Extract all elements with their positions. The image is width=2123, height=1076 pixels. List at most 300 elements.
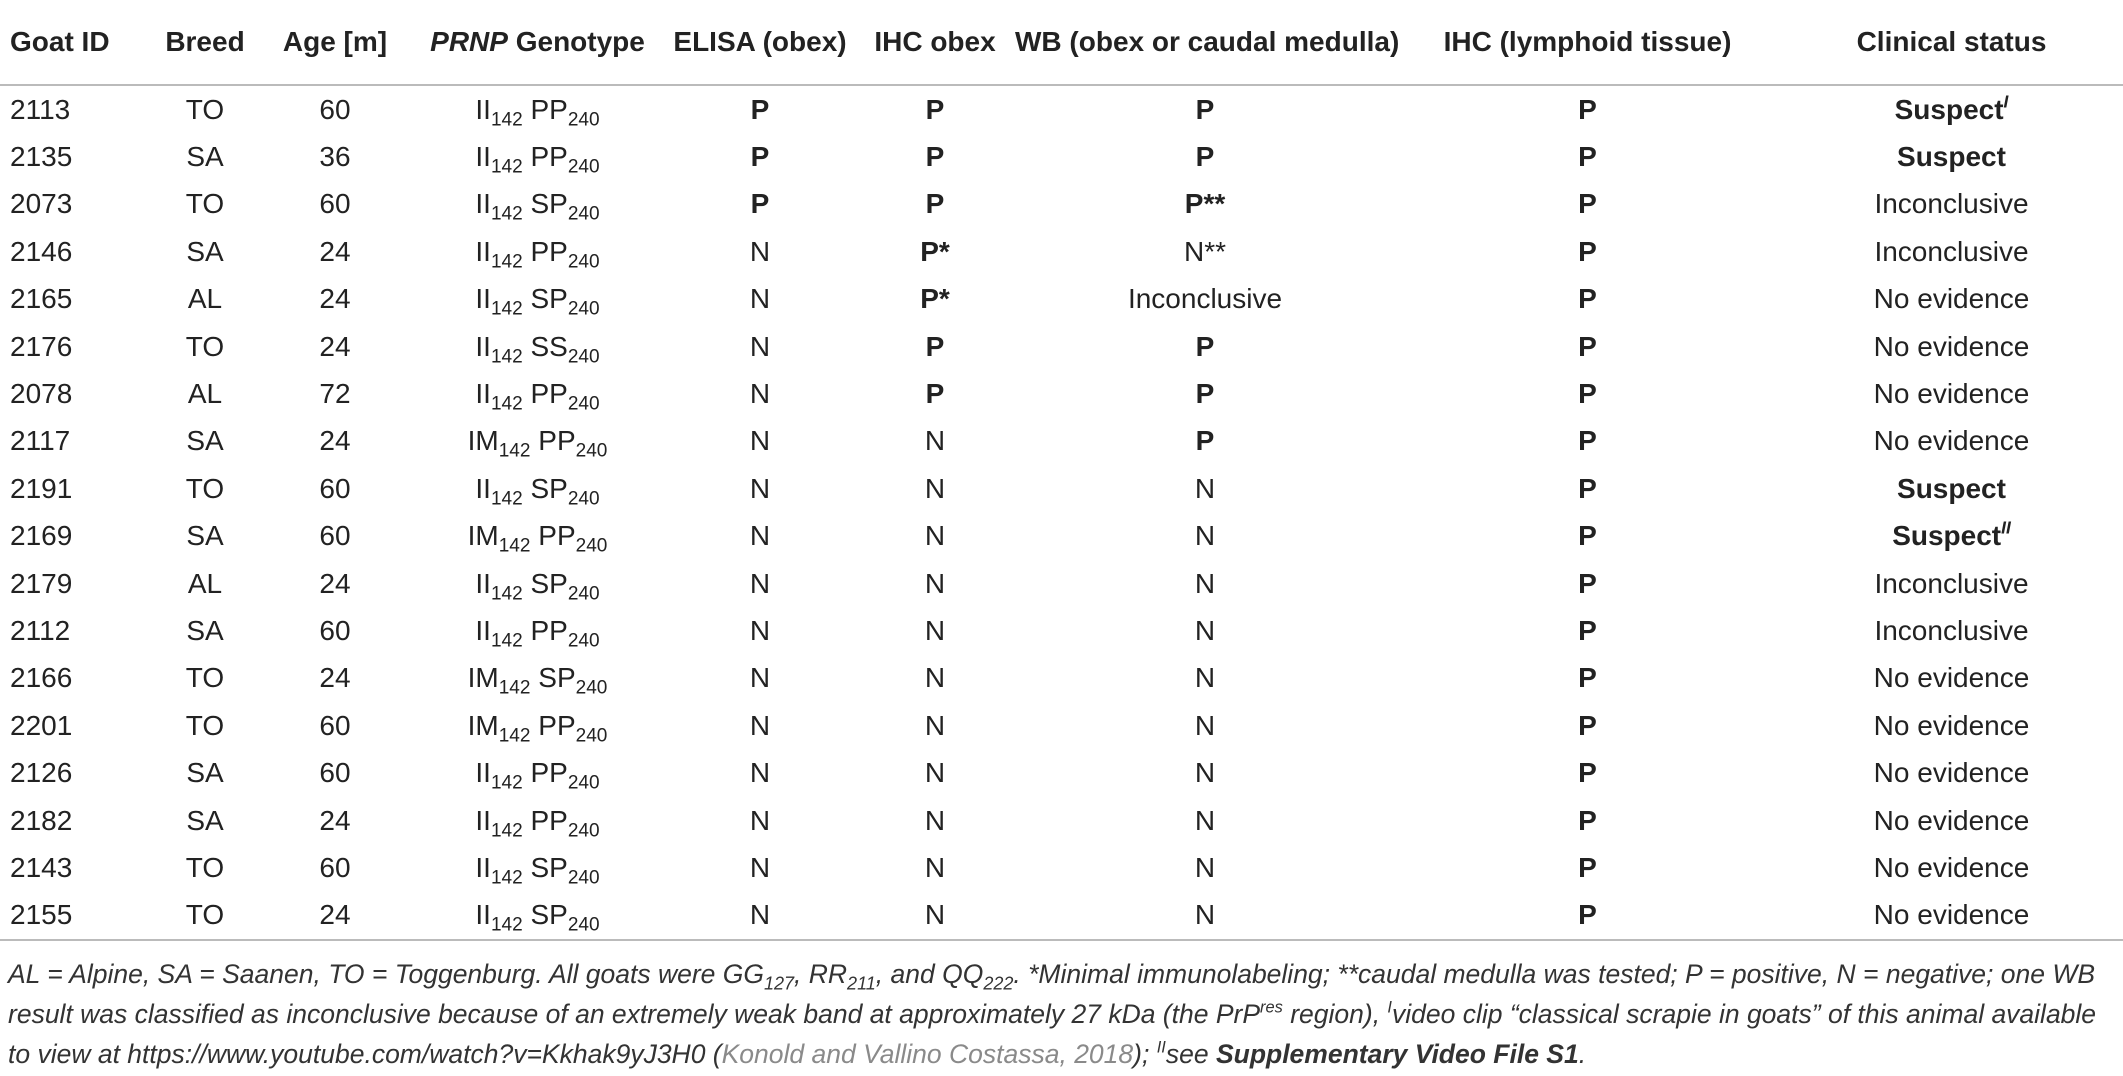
genotype-sub-142: 142	[490, 346, 523, 368]
genotype-codon-240: SP	[530, 472, 568, 504]
genotype-codon-240: SP	[530, 899, 568, 931]
cell-clinical-status	[1780, 228, 2123, 275]
cell-genotype	[410, 228, 665, 275]
cell-age	[260, 370, 410, 417]
cell-genotype	[410, 749, 665, 796]
cell-elisa	[665, 323, 855, 370]
cell-goat-id	[0, 276, 150, 323]
ihc-lymphoid-result: P	[1578, 757, 1597, 789]
cell-genotype	[410, 276, 665, 323]
cell-breed	[150, 181, 260, 228]
table-row	[0, 418, 2123, 465]
breed-text: SA	[186, 235, 224, 267]
cell-clinical-status	[1780, 418, 2123, 465]
cell-breed	[150, 276, 260, 323]
cell-ihc-obex	[855, 228, 1015, 275]
cell-ihc-lymphoid	[1395, 370, 1780, 417]
table-row	[0, 844, 2123, 891]
goat-id-text: 2165	[10, 283, 73, 315]
cell-elisa	[665, 560, 855, 607]
cell-clinical-status	[1780, 702, 2123, 749]
wb-result: N	[1194, 472, 1216, 504]
table-row	[0, 276, 2123, 323]
cell-genotype	[410, 418, 665, 465]
cell-goat-id	[0, 844, 150, 891]
cell-goat-id	[0, 370, 150, 417]
genotype-sub-142: 142	[490, 488, 523, 510]
footnote-supplementary-link[interactable]: Supplementary Video File S1	[1215, 1039, 1579, 1069]
age-text: 60	[319, 614, 351, 646]
genotype-sub-142: 142	[490, 204, 523, 226]
clinical-status-sup: II	[2001, 517, 2011, 538]
cell-wb	[1015, 892, 1395, 940]
cell-clinical-status	[1780, 323, 2123, 370]
clinical-status-text: Suspect	[1892, 520, 2002, 552]
footnote-text-2: , RR	[794, 959, 848, 989]
ihc-lymphoid-result: P	[1578, 567, 1597, 599]
genotype-sub-240: 240	[567, 393, 600, 415]
cell-wb	[1015, 276, 1395, 323]
ihc-obex-result: N	[924, 709, 946, 741]
ihc-obex-result: N	[924, 472, 946, 504]
genotype-codon-240: SP	[530, 567, 568, 599]
ihc-lymphoid-result: P	[1578, 188, 1597, 220]
footnote-text-4: . *Minimal immunolabeling; **caudal medulla was tested; P = positive, N = negative; one WB result was classified as inconclusive because of an extremely weak band at approximately 27 kDa (the PrP	[8, 959, 2096, 1029]
cell-age	[260, 844, 410, 891]
age-text: 24	[319, 662, 351, 694]
genotype-sub-240: 240	[567, 204, 600, 226]
breed-text: AL	[187, 378, 223, 410]
genotype-sub-240: 240	[567, 488, 600, 510]
cell-wb	[1015, 418, 1395, 465]
wb-result: N	[1194, 804, 1216, 836]
cell-goat-id	[0, 181, 150, 228]
genotype-sub-142: 142	[498, 535, 531, 557]
clinical-status-text: No evidence	[1873, 851, 2030, 883]
genotype-codon-142: II	[475, 93, 491, 125]
table-row	[0, 797, 2123, 844]
goat-id-text: 2073	[10, 188, 73, 220]
cell-ihc-obex	[855, 85, 1015, 133]
genotype-sub-240: 240	[567, 298, 600, 320]
ihc-obex-result: N	[924, 520, 946, 552]
genotype-codon-240: SP	[530, 851, 568, 883]
cell-goat-id	[0, 133, 150, 180]
table-row	[0, 749, 2123, 796]
elisa-result: N	[749, 378, 771, 410]
clinical-status-text: Inconclusive	[1874, 235, 2029, 267]
clinical-status-text: No evidence	[1873, 283, 2030, 315]
genotype-codon-142: II	[475, 330, 491, 362]
ihc-lymphoid-result: P	[1578, 472, 1597, 504]
cell-clinical-status	[1780, 370, 2123, 417]
ihc-lymphoid-result: P	[1578, 804, 1597, 836]
wb-result: P	[1195, 141, 1215, 173]
cell-goat-id	[0, 418, 150, 465]
wb-result: N	[1194, 520, 1216, 552]
breed-text: TO	[185, 662, 225, 694]
table-row	[0, 702, 2123, 749]
genotype-sub-142: 142	[490, 298, 523, 320]
genotype-sub-240: 240	[567, 109, 600, 131]
cell-wb	[1015, 702, 1395, 749]
genotype-sub-240: 240	[575, 535, 608, 557]
age-text: 24	[319, 283, 351, 315]
genotype-sub-142: 142	[498, 441, 531, 463]
elisa-result: N	[749, 614, 771, 646]
ihc-obex-result: N	[924, 425, 946, 457]
age-text: 60	[319, 472, 351, 504]
cell-breed	[150, 513, 260, 560]
clinical-status-text: No evidence	[1873, 899, 2030, 931]
genotype-sub-240: 240	[575, 678, 608, 700]
genotype-sub-142: 142	[498, 678, 531, 700]
genotype-codon-142: II	[475, 614, 491, 646]
cell-ihc-obex	[855, 418, 1015, 465]
cell-ihc-obex	[855, 560, 1015, 607]
genotype-codon-142: II	[475, 188, 491, 220]
goat-id-text: 2155	[10, 899, 73, 931]
breed-text: TO	[185, 330, 225, 362]
header-goat-id: Goat ID	[0, 0, 150, 85]
genotype-codon-240: PP	[538, 709, 576, 741]
genotype-codon-240: PP	[530, 757, 568, 789]
cell-breed	[150, 418, 260, 465]
cell-elisa	[665, 181, 855, 228]
cell-ihc-lymphoid	[1395, 85, 1780, 133]
cell-genotype	[410, 892, 665, 940]
cell-ihc-obex	[855, 749, 1015, 796]
age-text: 24	[319, 235, 351, 267]
header-ihc-obex: IHC obex	[855, 0, 1015, 85]
cell-clinical-status	[1780, 844, 2123, 891]
cell-ihc-obex	[855, 181, 1015, 228]
age-text: 24	[319, 804, 351, 836]
cell-ihc-obex	[855, 844, 1015, 891]
elisa-result: N	[749, 567, 771, 599]
footnote-sub-211: 211	[847, 973, 876, 994]
cell-elisa	[665, 418, 855, 465]
cell-goat-id	[0, 749, 150, 796]
cell-ihc-lymphoid	[1395, 655, 1780, 702]
age-text: 60	[319, 851, 351, 883]
clinical-status-text: Inconclusive	[1874, 188, 2029, 220]
goat-id-text: 2112	[10, 614, 71, 646]
cell-breed	[150, 228, 260, 275]
cell-elisa	[665, 228, 855, 275]
cell-ihc-obex	[855, 702, 1015, 749]
ihc-obex-result: P*	[920, 235, 950, 267]
header-elisa: ELISA (obex)	[665, 0, 855, 85]
ihc-lymphoid-result: P	[1578, 709, 1597, 741]
cell-genotype	[410, 85, 665, 133]
wb-result: N	[1194, 567, 1216, 599]
age-text: 72	[319, 378, 351, 410]
cell-ihc-lymphoid	[1395, 892, 1780, 940]
cell-goat-id	[0, 797, 150, 844]
clinical-status-text: No evidence	[1873, 378, 2030, 410]
genotype-sub-240: 240	[567, 630, 600, 652]
cell-goat-id	[0, 465, 150, 512]
cell-wb	[1015, 323, 1395, 370]
cell-genotype	[410, 181, 665, 228]
breed-text: SA	[186, 425, 224, 457]
cell-age	[260, 181, 410, 228]
wb-result: N	[1194, 757, 1216, 789]
cell-age	[260, 749, 410, 796]
cell-breed	[150, 323, 260, 370]
header-wb: WB (obex or caudal medulla)	[1015, 0, 1395, 85]
ihc-lymphoid-result: P	[1578, 662, 1597, 694]
cell-breed	[150, 749, 260, 796]
elisa-result: P	[750, 188, 770, 220]
table-row	[0, 133, 2123, 180]
cell-ihc-lymphoid	[1395, 133, 1780, 180]
cell-elisa	[665, 844, 855, 891]
footnote-sup-i: I	[1387, 998, 1392, 1017]
cell-breed	[150, 133, 260, 180]
genotype-sub-142: 142	[490, 914, 523, 936]
ihc-lymphoid-result: P	[1578, 851, 1597, 883]
cell-genotype	[410, 797, 665, 844]
breed-text: TO	[185, 709, 225, 741]
header-ihc-lymphoid: IHC (lymphoid tissue)	[1395, 0, 1780, 85]
genotype-sub-240: 240	[567, 251, 600, 273]
genotype-sub-142: 142	[490, 393, 523, 415]
ihc-obex-result: N	[924, 662, 946, 694]
breed-text: TO	[185, 851, 225, 883]
genotype-sub-240: 240	[567, 867, 600, 889]
clinical-status-text: Suspect	[1894, 93, 2004, 125]
ihc-lymphoid-result: P	[1578, 330, 1597, 362]
genotype-codon-240: PP	[530, 378, 568, 410]
header-row	[0, 0, 2123, 85]
cell-ihc-lymphoid	[1395, 323, 1780, 370]
genotype-codon-240: SP	[538, 662, 576, 694]
cell-ihc-lymphoid	[1395, 418, 1780, 465]
cell-age	[260, 655, 410, 702]
goat-id-text: 2201	[10, 709, 73, 741]
genotype-codon-240: SS	[530, 330, 568, 362]
cell-wb	[1015, 560, 1395, 607]
ihc-lymphoid-result: P	[1578, 93, 1597, 125]
cell-clinical-status	[1780, 181, 2123, 228]
wb-result: P	[1195, 425, 1215, 457]
ihc-obex-result: P	[925, 188, 945, 220]
goat-id-text: 2169	[10, 520, 73, 552]
genotype-sub-142: 142	[490, 867, 523, 889]
clinical-status-text: No evidence	[1873, 804, 2030, 836]
ihc-lymphoid-result: P	[1578, 235, 1597, 267]
wb-result: N	[1194, 851, 1216, 883]
elisa-result: N	[749, 804, 771, 836]
footnote-reference-link[interactable]: Konold and Vallino Costassa, 2018	[721, 1039, 1134, 1069]
cell-age	[260, 607, 410, 654]
goat-id-text: 2191	[10, 472, 73, 504]
age-text: 36	[319, 141, 351, 173]
cell-goat-id	[0, 228, 150, 275]
genotype-sub-142: 142	[490, 583, 523, 605]
genotype-sub-240: 240	[567, 346, 600, 368]
cell-age	[260, 465, 410, 512]
table-row	[0, 607, 2123, 654]
cell-goat-id	[0, 702, 150, 749]
elisa-result: P	[750, 141, 770, 173]
cell-ihc-lymphoid	[1395, 797, 1780, 844]
ihc-lymphoid-result: P	[1578, 141, 1597, 173]
genotype-codon-142: IM	[467, 520, 499, 552]
footnote-text-8: see	[1165, 1039, 1216, 1069]
table-body	[0, 85, 2123, 940]
cell-wb	[1015, 513, 1395, 560]
cell-ihc-obex	[855, 133, 1015, 180]
genotype-codon-142: II	[475, 141, 491, 173]
cell-ihc-lymphoid	[1395, 560, 1780, 607]
genotype-codon-240: PP	[530, 141, 568, 173]
footnote-text-6: video clip “classical scrapie in goats” of this animal available to view at https://www.youtube.com/watch?v=Kkhak9yJ3H0 (	[8, 999, 2097, 1069]
header-breed: Breed	[150, 0, 260, 85]
cell-elisa	[665, 892, 855, 940]
cell-elisa	[665, 749, 855, 796]
genotype-codon-240: PP	[530, 804, 568, 836]
cell-elisa	[665, 655, 855, 702]
cell-clinical-status	[1780, 607, 2123, 654]
elisa-result: N	[749, 425, 771, 457]
cell-genotype	[410, 844, 665, 891]
cell-clinical-status	[1780, 85, 2123, 133]
cell-ihc-lymphoid	[1395, 228, 1780, 275]
goat-id-text: 2176	[10, 330, 73, 362]
cell-genotype	[410, 702, 665, 749]
cell-breed	[150, 655, 260, 702]
table-row	[0, 892, 2123, 940]
age-text: 60	[319, 709, 351, 741]
age-text: 24	[319, 567, 351, 599]
genotype-codon-142: II	[475, 567, 491, 599]
cell-breed	[150, 370, 260, 417]
header-genotype	[410, 0, 665, 85]
ihc-obex-result: N	[924, 851, 946, 883]
goat-id-text: 2146	[10, 235, 73, 267]
cell-wb	[1015, 465, 1395, 512]
age-text: 24	[319, 425, 351, 457]
footnote-text-3: , and QQ	[875, 959, 984, 989]
genotype-codon-142: IM	[467, 709, 499, 741]
clinical-status-text: No evidence	[1873, 757, 2030, 789]
ihc-obex-result: N	[924, 899, 946, 931]
cell-goat-id	[0, 560, 150, 607]
age-text: 60	[319, 757, 351, 789]
genotype-sub-142: 142	[490, 156, 523, 178]
genotype-sub-240: 240	[567, 772, 600, 794]
ihc-obex-result: N	[924, 757, 946, 789]
ihc-obex-result: P	[925, 378, 945, 410]
breed-text: SA	[186, 804, 224, 836]
wb-result: N**	[1183, 235, 1226, 267]
genotype-sub-240: 240	[567, 820, 600, 842]
clinical-status-text: Inconclusive	[1874, 614, 2029, 646]
table-row	[0, 560, 2123, 607]
wb-result: N	[1194, 709, 1216, 741]
cell-wb	[1015, 607, 1395, 654]
cell-age	[260, 560, 410, 607]
breed-text: TO	[185, 472, 225, 504]
genotype-codon-240: PP	[530, 235, 568, 267]
table-row	[0, 181, 2123, 228]
goat-id-text: 2179	[10, 567, 73, 599]
clinical-status-text: No evidence	[1873, 330, 2030, 362]
table-row	[0, 228, 2123, 275]
cell-genotype	[410, 607, 665, 654]
table-footnote	[8, 954, 2113, 1074]
cell-wb	[1015, 844, 1395, 891]
genotype-sub-240: 240	[575, 441, 608, 463]
goat-id-text: 2143	[10, 851, 73, 883]
cell-age	[260, 85, 410, 133]
wb-result: Inconclusive	[1127, 283, 1283, 315]
elisa-result: N	[749, 662, 771, 694]
ihc-lymphoid-result: P	[1578, 425, 1597, 457]
cell-elisa	[665, 276, 855, 323]
cell-goat-id	[0, 323, 150, 370]
genotype-sub-142: 142	[490, 630, 523, 652]
cell-clinical-status	[1780, 655, 2123, 702]
cell-age	[260, 797, 410, 844]
genotype-sub-142: 142	[490, 251, 523, 273]
elisa-result: N	[749, 472, 771, 504]
elisa-result: N	[749, 899, 771, 931]
cell-genotype	[410, 465, 665, 512]
wb-result: P	[1195, 93, 1215, 125]
cell-genotype	[410, 370, 665, 417]
cell-goat-id	[0, 513, 150, 560]
cell-age	[260, 418, 410, 465]
breed-text: SA	[186, 757, 224, 789]
table-row	[0, 323, 2123, 370]
cell-elisa	[665, 465, 855, 512]
genotype-codon-142: II	[475, 472, 491, 504]
genotype-codon-142: II	[475, 851, 491, 883]
cell-clinical-status	[1780, 560, 2123, 607]
genotype-sub-240: 240	[567, 583, 600, 605]
cell-clinical-status	[1780, 465, 2123, 512]
cell-wb	[1015, 133, 1395, 180]
genotype-sub-142: 142	[490, 109, 523, 131]
goat-id-text: 2078	[10, 378, 73, 410]
cell-clinical-status	[1780, 276, 2123, 323]
footnote-sub-222: 222	[983, 973, 1014, 994]
cell-elisa	[665, 370, 855, 417]
elisa-result: N	[749, 520, 771, 552]
genotype-sub-142: 142	[498, 725, 531, 747]
clinical-status-sup: I	[2003, 91, 2009, 112]
cell-age	[260, 513, 410, 560]
cell-ihc-lymphoid	[1395, 607, 1780, 654]
ihc-lymphoid-result: P	[1578, 283, 1597, 315]
cell-breed	[150, 465, 260, 512]
ihc-obex-result: P	[925, 141, 945, 173]
genotype-codon-142: II	[475, 283, 491, 315]
cell-ihc-obex	[855, 892, 1015, 940]
goat-id-text: 2126	[10, 757, 73, 789]
footnote-text-9: .	[1578, 1039, 1587, 1069]
footnote-text-1: AL = Alpine, SA = Saanen, TO = Toggenburg. All goats were GG	[8, 959, 764, 989]
cell-clinical-status	[1780, 513, 2123, 560]
goat-id-text: 2117	[10, 425, 71, 457]
cell-genotype	[410, 513, 665, 560]
cell-genotype	[410, 655, 665, 702]
cell-goat-id	[0, 892, 150, 940]
